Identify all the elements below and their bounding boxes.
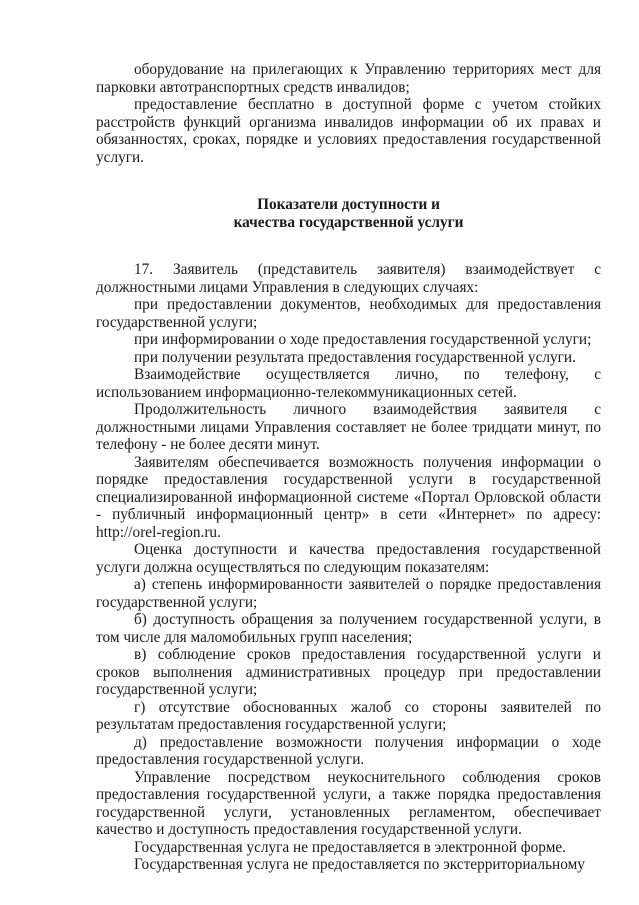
paragraph: Оценка доступности и качества предоставления государственной услуги должна осуществляться по следующим показателям: (96, 541, 601, 576)
section-title-line: качества государственной услуги (233, 213, 464, 231)
paragraph: предоставление бесплатно в доступной форме с учетом стойких расстройств функций организма инвалидов информации об их правах и обязанностях, сроках, порядке и условиях предоставления государственной услуги. (96, 96, 601, 166)
paragraph: при получении результата предоставления государственной услуги. (134, 348, 576, 366)
document-body (96, 61, 601, 874)
paragraph: Взаимодействие осуществляется лично, по телефону, с использованием информационно-телекоммуникационных сетей. (96, 366, 601, 401)
paragraph: г) отсутствие обоснованных жалоб со стороны заявителей по результатам предоставления государственной услуги; (96, 698, 601, 733)
paragraph: Заявителям обеспечивается возможность получения информации о порядке предоставления государственной услуги в государственной специализированной информационной системе «Портал Орловской области - публичный информационный центр» в сети «Интернет» по адресу: http://orel-region.ru. (96, 453, 601, 541)
paragraph: д) предоставление возможности получения информации о ходе предоставления государственной услуги. (96, 733, 601, 768)
paragraph: Государственная услуга не предоставляется в электронной форме. (134, 838, 566, 856)
section-title (96, 196, 601, 231)
paragraph: 17. Заявитель (представитель заявителя) взаимодействует с должностными лицами Управления в следующих случаях: (96, 261, 601, 296)
paragraph: Управление посредством неукоснительного соблюдения сроков предоставления государственной услуги, а также порядка предоставления государственной услуги, установленных регламентом, обеспечивает качество и доступность предоставления государственной услуги. (96, 768, 601, 838)
section-title-line: Показатели доступности и (257, 196, 440, 213)
paragraph: в) соблюдение сроков предоставления государственной услуги и сроков выполнения административных процедур при предоставлении государственной услуги; (96, 646, 601, 698)
paragraph: а) степень информированности заявителей о порядке предоставления государственной услуги; (96, 576, 601, 611)
paragraph: оборудование на прилегающих к Управлению территориях мест для парковки автотранспортных средств инвалидов; (96, 61, 601, 96)
paragraph: при предоставлении документов, необходимых для предоставления государственной услуги; (96, 296, 601, 331)
paragraph: при информировании о ходе предоставления государственной услуги; (134, 331, 592, 348)
paragraph: Государственная услуга не предоставляется по экстерриториальному (134, 856, 585, 873)
paragraph: Продолжительность личного взаимодействия заявителя с должностными лицами Управления составляет не более тридцати минут, по телефону - не более десяти минут. (96, 401, 601, 453)
paragraph: б) доступность обращения за получением государственной услуги, в том числе для маломобильных групп населения; (96, 611, 601, 646)
